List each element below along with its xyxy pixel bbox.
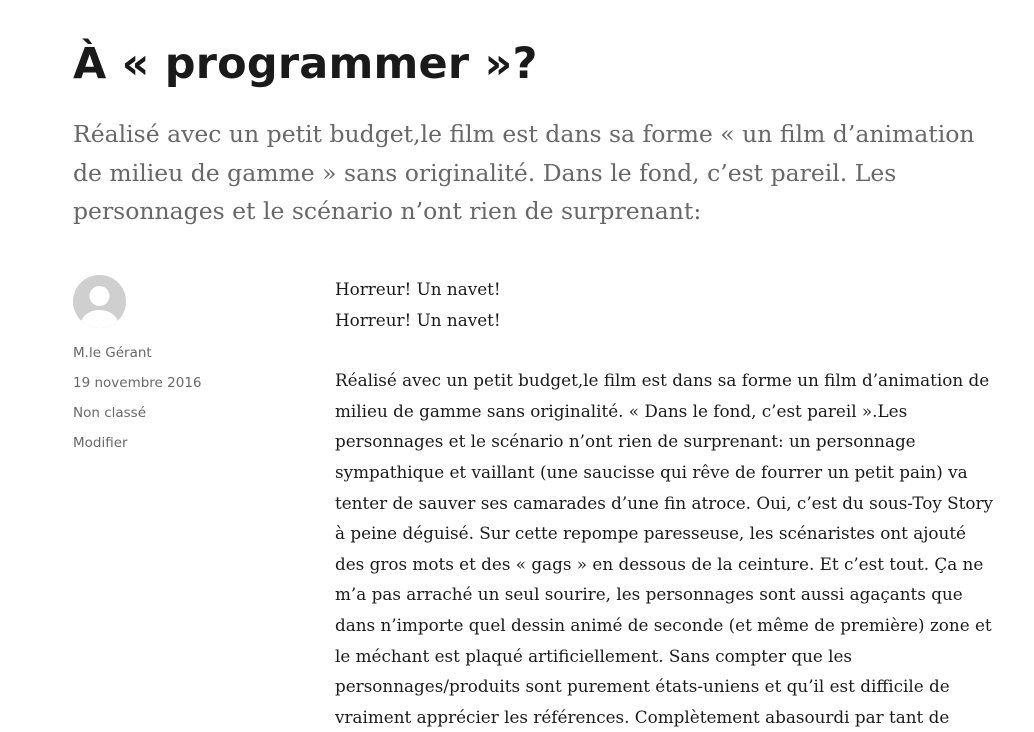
intro-block bbox=[335, 274, 995, 335]
edit-link[interactable]: Modifier bbox=[73, 435, 128, 451]
post-title: À « programmer »? bbox=[73, 39, 538, 89]
category-link[interactable]: Non classé bbox=[73, 405, 147, 421]
content-line: Horreur! Un navet! bbox=[335, 309, 501, 330]
author-link[interactable]: M.le Gérant bbox=[73, 345, 152, 361]
post-excerpt: Réalisé avec un petit budget,le film est dans sa forme « un film d’animation de milieu de gamme » sans originalité. Dans le fond, c’est pareil. Les personnages et le scénario n’ont rien de surprenant: bbox=[73, 120, 975, 225]
author-avatar[interactable] bbox=[73, 275, 126, 328]
entry-content bbox=[335, 274, 995, 732]
content-line: Horreur! Un navet! bbox=[335, 279, 501, 299]
default-avatar-icon bbox=[73, 275, 126, 328]
content-paragraph: Réalisé avec un petit budget,le film est dans sa forme un film d’animation de milieu de gamme sans originalité. « Dans le fond, c’est pareil ».Les personnages et le scénario n’ont rien de surprenant: un personnage sympathique et vaillant (une saucisse qui rêve de fourrer un petit pain) va tenter de sauver ses camarades d’une fin atroce. Oui, c’est du sous-Toy Story à peine déguisé. Sur cette repompe paresseuse, les scénaristes ont ajouté des gros mots et des « gags » en dessous de la ceinture. Et c’est tout. Ça ne m’a pas arraché un seul sourire, les personnages sont aussi agaçants que dans n’importe quel dessin animé de seconde (et même de première) zone et le méchant est plaqué artificiellement. Sans compter que les personnages/produits sont purement états-uniens et qu’il est difficile de vraiment apprécier les références. Complètement abasourdi par tant de bbox=[335, 370, 994, 727]
post-date-link[interactable]: 19 novembre 2016 bbox=[73, 375, 202, 391]
entry-meta bbox=[73, 275, 273, 458]
